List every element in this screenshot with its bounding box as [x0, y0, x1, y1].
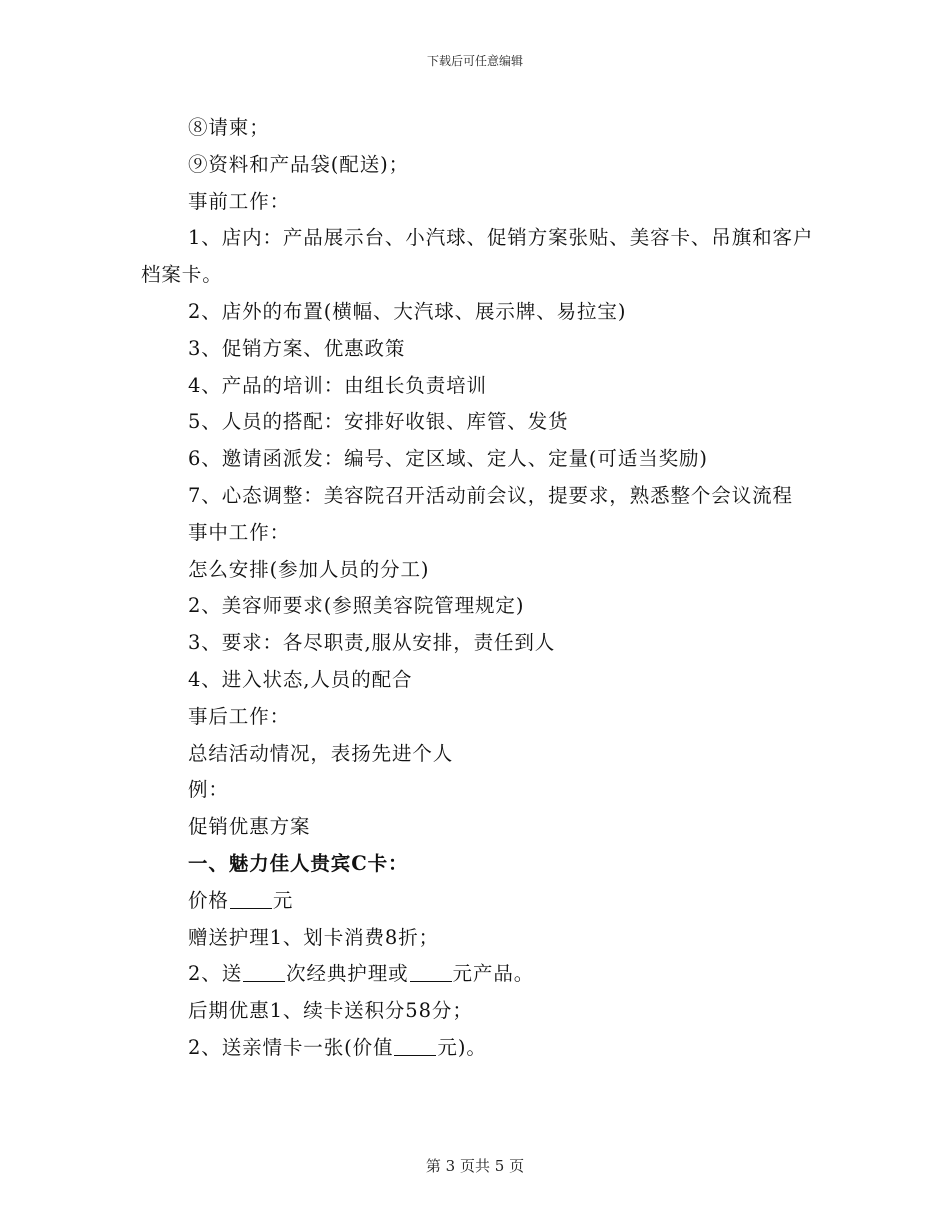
paragraph-invitation-distribution: 6、邀请函派发：编号、定区域、定人、定量(可适当奖励) — [188, 447, 708, 471]
paragraph-price — [141, 883, 821, 920]
paragraph-gift-two — [141, 956, 821, 993]
gift2-part-a: 2、送 — [188, 962, 243, 986]
paragraph-gift: 赠送护理1、划卡消费8折； — [188, 925, 440, 949]
paragraph-staff-allocation: 5、人员的搭配：安排好收银、库管、发货 — [188, 410, 569, 434]
blank-underline — [410, 961, 452, 982]
blank-underline — [243, 961, 285, 982]
paragraph-family-card — [141, 1030, 821, 1067]
price-suffix: 元 — [272, 888, 294, 912]
later2-part-a: 2、送亲情卡一张(价值 — [188, 1035, 394, 1059]
paragraph-later-discount: 后期优惠1、续卡送积分58分； — [188, 999, 473, 1023]
page-header: 下载后可任意编辑 — [426, 54, 523, 68]
heading-before-work: 事前工作： — [188, 189, 291, 213]
document-body — [141, 110, 821, 1067]
later2-part-b: 元)。 — [437, 1035, 487, 1059]
blank-underline — [394, 1035, 436, 1056]
paragraph-materials: ⑨资料和产品袋(配送)； — [188, 152, 410, 176]
paragraph-promo-plan-title: 促销优惠方案 — [188, 815, 311, 839]
price-prefix: 价格 — [188, 888, 229, 912]
gift2-part-c: 元产品。 — [452, 962, 535, 986]
section-heading-vip-card: 一、魅力佳人贵宾C卡： — [188, 851, 409, 875]
blank-underline — [230, 888, 272, 909]
paragraph-product-training: 4、产品的培训：由组长负责培训 — [188, 373, 487, 397]
paragraph-get-ready: 4、进入状态,人员的配合 — [188, 667, 413, 691]
paragraph-example: 例： — [188, 778, 229, 802]
paragraph-promotion-plan: 3、促销方案、优惠政策 — [188, 336, 406, 360]
paragraph-requirements: 3、要求：各尽职责,服从安排，责任到人 — [188, 631, 556, 655]
paragraph-beautician-requirements: 2、美容师要求(参照美容院管理规定) — [188, 594, 525, 618]
heading-during-work: 事中工作： — [188, 520, 291, 544]
paragraph-mindset-adjustment: 7、心态调整：美容院召开活动前会议，提要求，熟悉整个会议流程 — [188, 483, 793, 507]
heading-after-work: 事后工作： — [188, 704, 291, 728]
paragraph-arrangement: 怎么安排(参加人员的分工) — [188, 557, 430, 581]
paragraph-in-store: 1、店内：产品展示台、小汽球、促销方案张贴、美容卡、吊旗和客户档案卡。 — [141, 226, 814, 287]
paragraph-summary: 总结活动情况，表扬先进个人 — [188, 741, 454, 765]
page-footer: 第 3 页共 5 页 — [425, 1157, 525, 1175]
paragraph-invitation: ⑧请柬； — [188, 116, 270, 139]
gift2-part-b: 次经典护理或 — [286, 962, 409, 986]
paragraph-outside-store: 2、店外的布置(横幅、大汽球、展示牌、易拉宝) — [188, 299, 627, 323]
